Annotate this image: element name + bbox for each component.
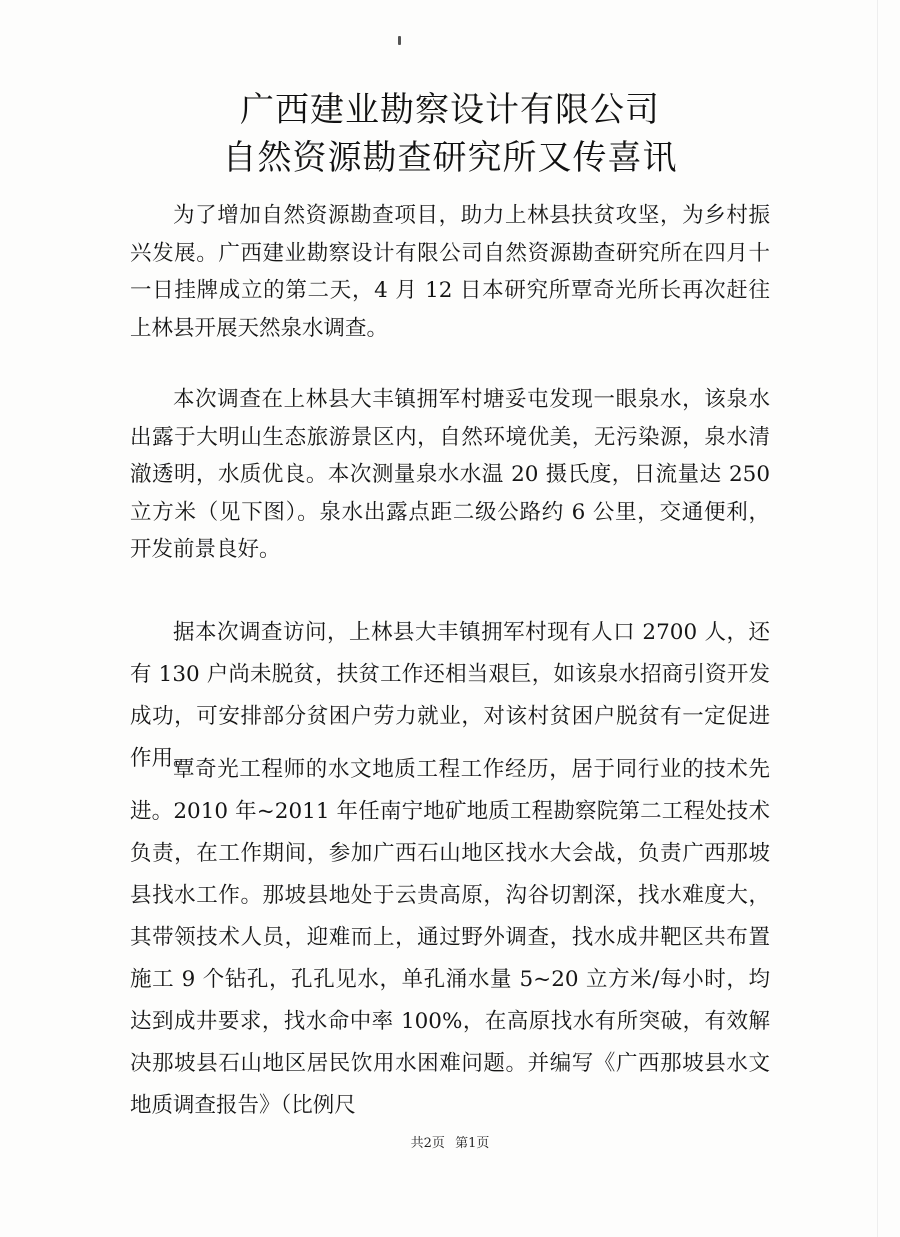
paragraph-1: 为了增加自然资源勘查项目，助力上林县扶贫攻坚，为乡村振兴发展。广西建业勘察设计有限公司自然资源勘查研究所在四月十一日挂牌成立的第二天，4 月 12 日本研究所覃奇光所长再次赶往上林县开展天然泉水调查。 bbox=[130, 203, 770, 341]
page-footer bbox=[0, 1132, 900, 1151]
scan-edge bbox=[877, 0, 878, 1237]
current-page: 第1页 bbox=[455, 1136, 490, 1151]
paragraph-3: 据本次调查访问，上林县大丰镇拥军村现有人口 2700 人，还有 130 户尚未脱贫，扶贫工作还相当艰巨，如该泉水招商引资开发成功，可安排部分贫困户劳力就业，对该村贫困户脱贫有一定促进作用。 bbox=[130, 620, 770, 771]
scan-speck bbox=[398, 36, 401, 45]
total-pages: 共2页 bbox=[410, 1136, 445, 1151]
paragraph-2: 本次调查在上林县大丰镇拥军村塘妥屯发现一眼泉水，该泉水出露于大明山生态旅游景区内，自然环境优美，无污染源，泉水清澈透明，水质优良。本次测量泉水水温 20 摄氏度，日流量达 250 立方米（见下图）。泉水出露点距二级公路约 6 公里，交通便利，开发前景良好。 bbox=[130, 387, 770, 562]
document-title-line-2: 自然资源勘查研究所又传喜讯 bbox=[222, 138, 678, 178]
document-title-line-1: 广西建业勘察设计有限公司 bbox=[240, 90, 660, 130]
paragraph-4: 覃奇光工程师的水文地质工程工作经历，居于同行业的技术先进。2010 年~2011 年任南宁地矿地质工程勘察院第二工程处技术负责，在工作期间，参加广西石山地区找水大会战，负责广西那坡县找水工作。那坡县地处于云贵高原，沟谷切割深，找水难度大，其带领技术人员，迎难而上，通过野外调查，找水成井靶区共布置施工 9 个钻孔，孔孔见水，单孔涌水量 5~20 立方米/每小时，均达到成井要求，找水命中率 100%，在高原找水有所突破，有效解决那坡县石山地区居民饮用水困难问题。并编写《广西那坡县水文地质调查报告》（比例尺 bbox=[130, 757, 770, 1118]
